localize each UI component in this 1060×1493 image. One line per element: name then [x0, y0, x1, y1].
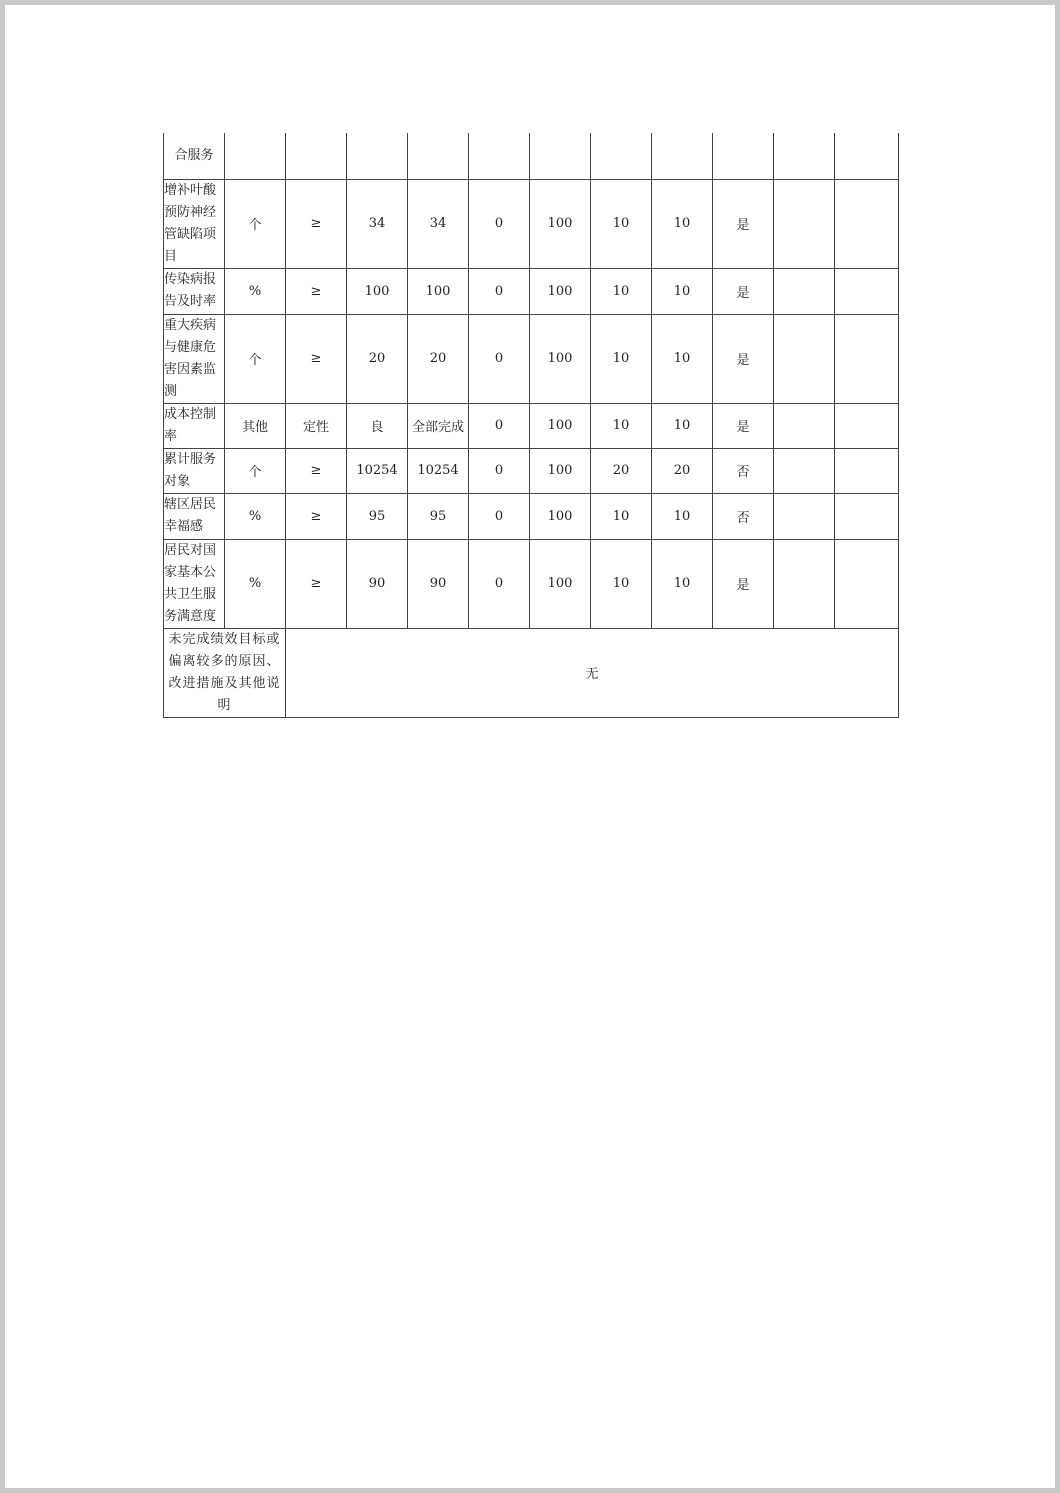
sign-cell: ≥ — [286, 448, 347, 493]
value-cell: 0 — [469, 268, 530, 314]
sign-cell: ≥ — [286, 314, 347, 403]
sign-cell: ≥ — [286, 268, 347, 314]
target-cell: 100 — [347, 268, 408, 314]
value-cell: 100 — [530, 268, 591, 314]
value-cell: 10 — [591, 314, 652, 403]
table-row — [164, 268, 899, 314]
indicator-name: 辖区居民幸福感 — [164, 493, 225, 539]
value-cell: 10 — [652, 539, 713, 628]
value-cell: 是 — [713, 268, 774, 314]
value-cell — [469, 133, 530, 179]
indicator-name: 成本控制率 — [164, 403, 225, 448]
actual-cell: 90 — [408, 539, 469, 628]
value-cell: 是 — [713, 314, 774, 403]
value-cell: 否 — [713, 493, 774, 539]
note-row — [164, 628, 899, 717]
value-cell — [774, 133, 835, 179]
actual-cell: 20 — [408, 314, 469, 403]
performance-table — [163, 133, 899, 718]
unit-cell: % — [225, 539, 286, 628]
table-row — [164, 314, 899, 403]
actual-cell: 95 — [408, 493, 469, 539]
note-value: 无 — [286, 628, 899, 717]
target-cell: 90 — [347, 539, 408, 628]
note-label: 未完成绩效目标或偏离较多的原因、改进措施及其他说明 — [164, 628, 286, 717]
value-cell — [774, 268, 835, 314]
value-cell: 100 — [530, 403, 591, 448]
value-cell — [774, 493, 835, 539]
value-cell: 10 — [652, 179, 713, 268]
value-cell: 10 — [591, 268, 652, 314]
sign-cell: 定性 — [286, 403, 347, 448]
target-cell — [347, 133, 408, 179]
unit-cell: % — [225, 268, 286, 314]
value-cell: 100 — [530, 539, 591, 628]
actual-cell: 34 — [408, 179, 469, 268]
value-cell: 0 — [469, 448, 530, 493]
value-cell — [835, 314, 899, 403]
value-cell: 10 — [652, 314, 713, 403]
value-cell: 20 — [591, 448, 652, 493]
actual-cell — [408, 133, 469, 179]
value-cell — [774, 539, 835, 628]
table-row — [164, 403, 899, 448]
value-cell — [835, 493, 899, 539]
value-cell: 10 — [591, 493, 652, 539]
value-cell — [835, 403, 899, 448]
sign-cell: ≥ — [286, 493, 347, 539]
unit-cell: 个 — [225, 179, 286, 268]
actual-cell: 100 — [408, 268, 469, 314]
indicator-name: 居民对国家基本公共卫生服务满意度 — [164, 539, 225, 628]
table-row — [164, 493, 899, 539]
target-cell: 34 — [347, 179, 408, 268]
unit-cell: 其他 — [225, 403, 286, 448]
target-cell: 10254 — [347, 448, 408, 493]
unit-cell: 个 — [225, 314, 286, 403]
value-cell: 100 — [530, 179, 591, 268]
value-cell — [774, 314, 835, 403]
table-row — [164, 133, 899, 179]
value-cell: 0 — [469, 493, 530, 539]
value-cell: 10 — [652, 493, 713, 539]
target-cell: 20 — [347, 314, 408, 403]
value-cell — [774, 403, 835, 448]
indicator-name: 累计服务对象 — [164, 448, 225, 493]
unit-cell — [225, 133, 286, 179]
value-cell — [530, 133, 591, 179]
table-row — [164, 179, 899, 268]
value-cell: 0 — [469, 539, 530, 628]
value-cell — [835, 133, 899, 179]
sign-cell: ≥ — [286, 539, 347, 628]
value-cell — [591, 133, 652, 179]
value-cell: 20 — [652, 448, 713, 493]
table-row — [164, 448, 899, 493]
value-cell — [774, 179, 835, 268]
target-cell: 95 — [347, 493, 408, 539]
value-cell: 0 — [469, 403, 530, 448]
value-cell — [835, 448, 899, 493]
table-row — [164, 539, 899, 628]
value-cell: 10 — [591, 179, 652, 268]
unit-cell: % — [225, 493, 286, 539]
value-cell: 是 — [713, 403, 774, 448]
document-page — [5, 5, 1055, 1488]
value-cell: 0 — [469, 179, 530, 268]
value-cell — [652, 133, 713, 179]
value-cell: 100 — [530, 448, 591, 493]
value-cell — [835, 179, 899, 268]
value-cell: 100 — [530, 493, 591, 539]
value-cell: 是 — [713, 539, 774, 628]
actual-cell: 10254 — [408, 448, 469, 493]
value-cell — [774, 448, 835, 493]
indicator-name: 增补叶酸预防神经管缺陷项目 — [164, 179, 225, 268]
sign-cell — [286, 133, 347, 179]
value-cell: 是 — [713, 179, 774, 268]
target-cell: 良 — [347, 403, 408, 448]
value-cell — [713, 133, 774, 179]
indicator-name: 合服务 — [164, 133, 225, 179]
unit-cell: 个 — [225, 448, 286, 493]
value-cell: 10 — [591, 403, 652, 448]
value-cell: 否 — [713, 448, 774, 493]
value-cell — [835, 268, 899, 314]
value-cell: 100 — [530, 314, 591, 403]
indicator-name: 传染病报告及时率 — [164, 268, 225, 314]
value-cell — [835, 539, 899, 628]
indicator-name: 重大疾病与健康危害因素监测 — [164, 314, 225, 403]
sign-cell: ≥ — [286, 179, 347, 268]
value-cell: 10 — [652, 403, 713, 448]
value-cell: 0 — [469, 314, 530, 403]
value-cell: 10 — [591, 539, 652, 628]
actual-cell: 全部完成 — [408, 403, 469, 448]
value-cell: 10 — [652, 268, 713, 314]
